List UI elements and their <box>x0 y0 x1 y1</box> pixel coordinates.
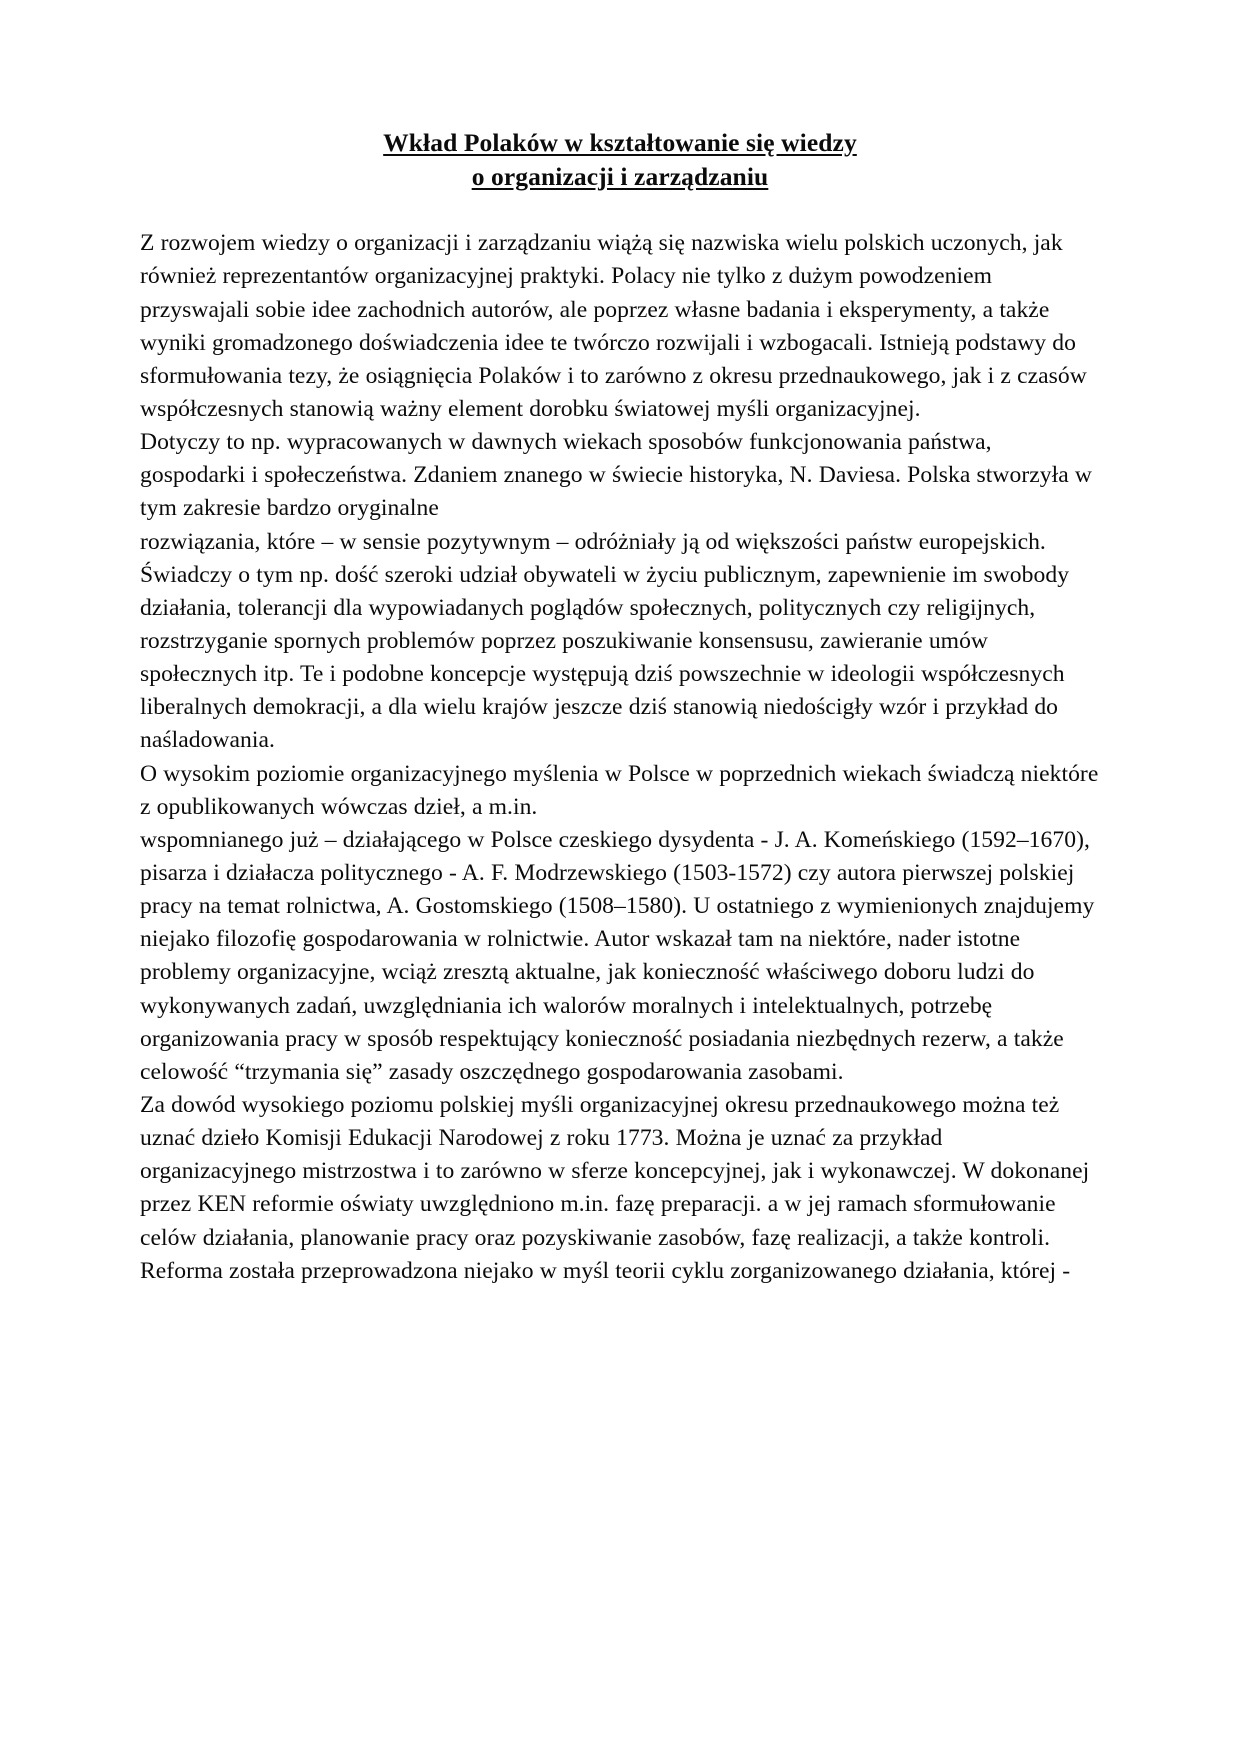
paragraph: Z rozwojem wiedzy o organizacji i zarządzaniu wiążą się nazwiska wielu polskich uczonych, jak również reprezentantów organizacyjnej praktyki. Polacy nie tylko z dużym powodzeniem przyswajali sobie idee zachodnich autorów, ale poprzez własne badania i eksperymenty, a także wyniki gromadzonego doświadczenia idee te twórczo rozwijali i wzbogacali. Istnieją podstawy do sformułowania tezy, że osiągnięcia Polaków i to zarówno z okresu przednaukowego, jak i z czasów współczesnych stanowią ważny element dorobku światowej myśli organizacyjnej. <box>140 230 1087 423</box>
paragraph: Za dowód wysokiego poziomu polskiej myśli organizacyjnej okresu przednaukowego można też uznać dzieło Komisji Edukacji Narodowej z roku 1773. Można je uznać za przykład organizacyjnego mistrzostwa i to zarówno w sferze koncepcyjnej, jak i wykonawczej. W dokonanej przez KEN reformie oświaty uwzględniono m.in. fazę preparacji. a w jej ramach sformułowanie celów działania, planowanie pracy oraz pozyskiwanie zasobów, fazę realizacji, a także kontroli. Reforma została przeprowadzona niejako w myśl teorii cyklu zorganizowanego działania, której - <box>140 1091 1090 1284</box>
document-body <box>140 227 1100 1288</box>
paragraph: Świadczy o tym np. dość szeroki udział obywateli w życiu publicznym, zapewnienie im swobody działania, tolerancji dla wypowiadanych poglądów społecznych, politycznych czy religijnych, rozstrzyganie spornych problemów poprzez poszukiwanie konsensusu, zawieranie umów społecznych itp. Te i podobne koncepcje występują dziś powszechnie w ideologii współczesnych liberalnych demokracji, a dla wielu krajów jeszcze dziś stanowią niedościgły wzór i przykład do naśladowania. <box>140 561 1070 754</box>
page-title <box>140 126 1100 193</box>
paragraph: O wysokim poziomie organizacyjnego myślenia w Polsce w poprzednich wiekach świadczą niektóre z opublikowanych wówczas dzieł, a m.in. <box>140 760 1099 820</box>
page-title-line-1: Wkład Polaków w kształtowanie się wiedzy <box>383 128 857 157</box>
paragraph: Dotyczy to np. wypracowanych w dawnych wiekach sposobów funkcjonowania państwa, gospodarki i społeczeństwa. Zdaniem znanego w świecie historyka, N. Daviesa. Polska stworzyła w tym zakresie bardzo oryginalne <box>140 429 1092 522</box>
page-title-line-2: o organizacji i zarządzaniu <box>471 161 769 191</box>
paragraph: wspomnianego już – działającego w Polsce czeskiego dysydenta - J. A. Komeńskiego (1592–1670), pisarza i działacza politycznego - A. F. Modrzewskiego (1503-1572) czy autora pierwszej polskiej pracy na temat rolnictwa, A. Gostomskiego (1508–1580). U ostatniego z wymienionych znajdujemy niejako filozofię gospodarowania w rolnictwie. Autor wskazał tam na niektóre, nader istotne problemy organizacyjne, wciąż zresztą aktualne, jak konieczność właściwego doboru ludzi do wykonywanych zadań, uwzględniania ich walorów moralnych i intelektualnych, potrzebę organizowania pracy w sposób respektujący konieczność posiadania niezbędnych rezerw, a także celowość “trzymania się” zasady oszczędnego gospodarowania zasobami. <box>140 826 1095 1085</box>
paragraph: rozwiązania, które – w sensie pozytywnym – odróżniały ją od większości państw europejskich. <box>140 528 1046 555</box>
